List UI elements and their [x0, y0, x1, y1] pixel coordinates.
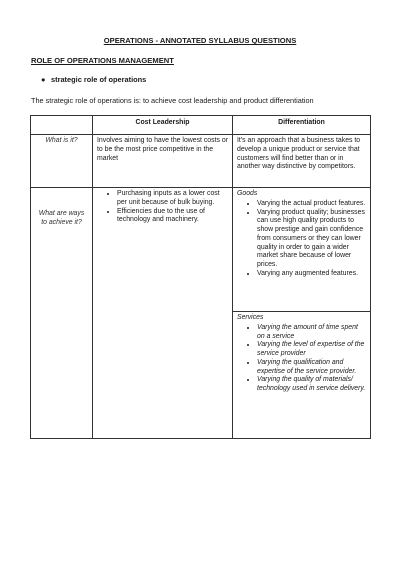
cell-cost-ways [93, 188, 233, 439]
row-label-ways: What are ways to achieve it? [31, 188, 93, 439]
list-item: • Varying the actual product features. [257, 200, 366, 209]
header-cost-leadership: Cost Leadership [93, 116, 233, 135]
list-item: • Varying the quality of materials/ technology used in service delivery. [257, 376, 366, 394]
bullet-icon: ● [41, 75, 46, 84]
cell-diff-what: It's an approach that a business takes to develop a unique product or service that customers will find better than or in another way distinctive by competitors. [233, 135, 371, 188]
list-item: • Varying the amount of time spent on a service [257, 324, 366, 342]
row-label-what: What is it? [31, 135, 93, 188]
comparison-table [30, 115, 371, 439]
goods-section [233, 188, 370, 312]
header-differentiation: Differentiation [233, 116, 371, 135]
table-row-what [31, 135, 371, 188]
sub-bullet [41, 75, 146, 84]
goods-label: Goods [237, 190, 258, 197]
section-heading: ROLE OF OPERATIONS MANAGEMENT [31, 56, 174, 65]
list-item: • Varying any augmented features. [257, 270, 366, 279]
services-label: Services [237, 314, 264, 321]
list-item: • Purchasing inputs as a lower cost per unit because of bulk buying. [117, 190, 228, 208]
services-section [233, 312, 370, 438]
list-item: • Varying the qualification and expertise of the service provider. [257, 359, 366, 377]
sub-bullet-text: strategic role of operations [51, 75, 147, 84]
cell-cost-what: Involves aiming to have the lowest costs or to be the most price competitive in the market [93, 135, 233, 188]
list-item: • Varying product quality; businesses can use high quality products to show prestige and gain confidence from consumers or they can lower quality in order to gain a wider market share because of lower prices. [257, 209, 366, 270]
intro-paragraph: The strategic role of operations is: to achieve cost leadership and product differentiation [31, 96, 314, 105]
header-empty [31, 116, 93, 135]
list-item: • Efficiencies due to the use of technology and machinery. [117, 208, 228, 226]
services-list [237, 324, 366, 394]
list-item: • Varying the level of expertise of the service provider [257, 341, 366, 359]
table-header-row [31, 116, 371, 135]
table-row-ways [31, 188, 371, 439]
document-title: OPERATIONS - ANNOTATED SYLLABUS QUESTIONS [103, 36, 297, 45]
goods-list [237, 200, 366, 279]
cost-leadership-list [97, 190, 228, 225]
cell-diff-ways [233, 188, 371, 439]
